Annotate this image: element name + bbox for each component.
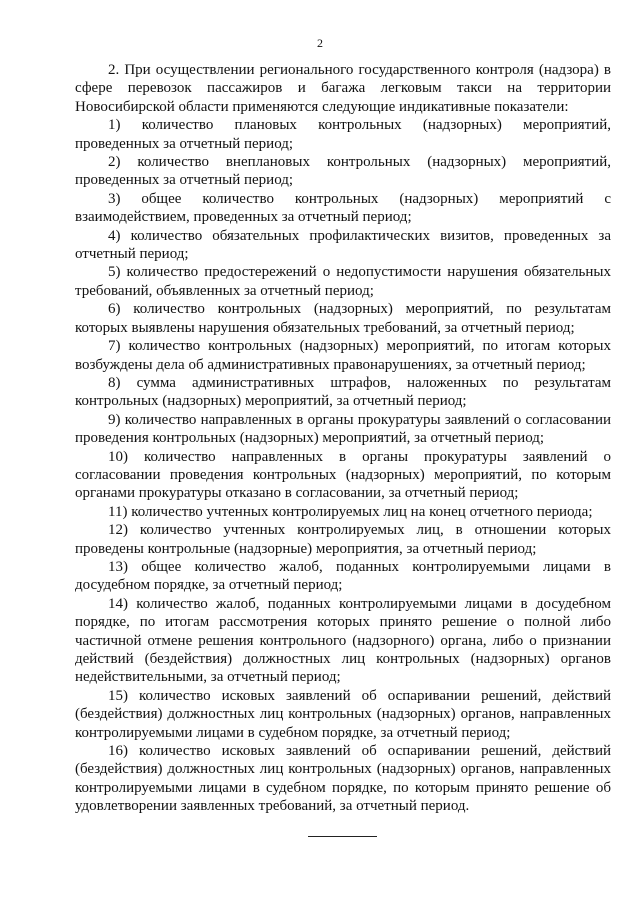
indicator-item: 7) количество контрольных (надзорных) мероприятий, по итогам которых возбуждены дела об административных правонарушениях, за отчетный период;: [75, 338, 611, 373]
indicator-item: 11) количество учтенных контролируемых лиц на конец отчетного периода;: [108, 503, 593, 520]
indicator-item: 1) количество плановых контрольных (надзорных) мероприятий, проведенных за отчетный период;: [75, 117, 611, 152]
indicator-item: 15) количество исковых заявлений об оспаривании решений, действий (бездействия) должностных лиц контрольных (надзорных) органов, направленных контролируемыми лицами в судебном порядке, за отчетный период;: [75, 687, 611, 741]
indicator-item: 10) количество направленных в органы прокуратуры заявлений о согласовании проведения контрольных (надзорных) мероприятий, по которым органами прокуратуры отказано в согласовании, за отчетный период;: [75, 448, 611, 502]
intro-paragraph: 2. При осуществлении регионального государственного контроля (надзора) в сфере перевозок пассажиров и багажа легковым такси на территории Новосибирской области применяются следующие индикативные показатели:: [75, 62, 611, 115]
document-body: [75, 61, 611, 816]
indicator-item: 5) количество предостережений о недопустимости нарушения обязательных требований, объявленных за отчетный период;: [75, 264, 611, 299]
indicator-item: 9) количество направленных в органы прокуратуры заявлений о согласовании проведения контрольных (надзорных) мероприятий, за отчетный период;: [75, 411, 611, 447]
indicator-item: 8) сумма административных штрафов, наложенных по результатам контрольных (надзорных) мероприятий, за отчетный период;: [75, 374, 611, 410]
end-divider-line: [308, 836, 377, 837]
page-number: 2: [317, 36, 323, 50]
indicator-item: 12) количество учтенных контролируемых лиц, в отношении которых проведены контрольные (надзорные) мероприятия, за отчетный период;: [75, 522, 611, 557]
indicator-item: 3) общее количество контрольных (надзорных) мероприятий с взаимодействием, проведенных за отчетный период;: [75, 190, 611, 226]
indicator-item: 13) общее количество жалоб, поданных контролируемыми лицами в досудебном порядке, за отчетный период;: [75, 558, 611, 594]
indicator-item: 6) количество контрольных (надзорных) мероприятий, по результатам которых выявлены нарушения обязательных требований, за отчетный период;: [75, 301, 611, 336]
indicator-item: 16) количество исковых заявлений об оспаривании решений, действий (бездействия) должностных лиц контрольных (надзорных) органов, направленных контролируемыми лицами в судебном порядке, по которым принято решение об удовлетворении заявленных требований, за отчетный период.: [75, 743, 611, 815]
indicator-item: 14) количество жалоб, поданных контролируемыми лицами в досудебном порядке, по итогам рассмотрения которых принято решение о полной либо частичной отмене решения контрольного (надзорного) органа, либо о признании действий (бездействия) должностных лиц контрольных (надзорных) органов недействительными, за отчетный период;: [75, 595, 611, 686]
indicator-item: 4) количество обязательных профилактических визитов, проведенных за отчетный период;: [75, 227, 611, 263]
indicator-item: 2) количество внеплановых контрольных (надзорных) мероприятий, проведенных за отчетный период;: [75, 154, 611, 189]
